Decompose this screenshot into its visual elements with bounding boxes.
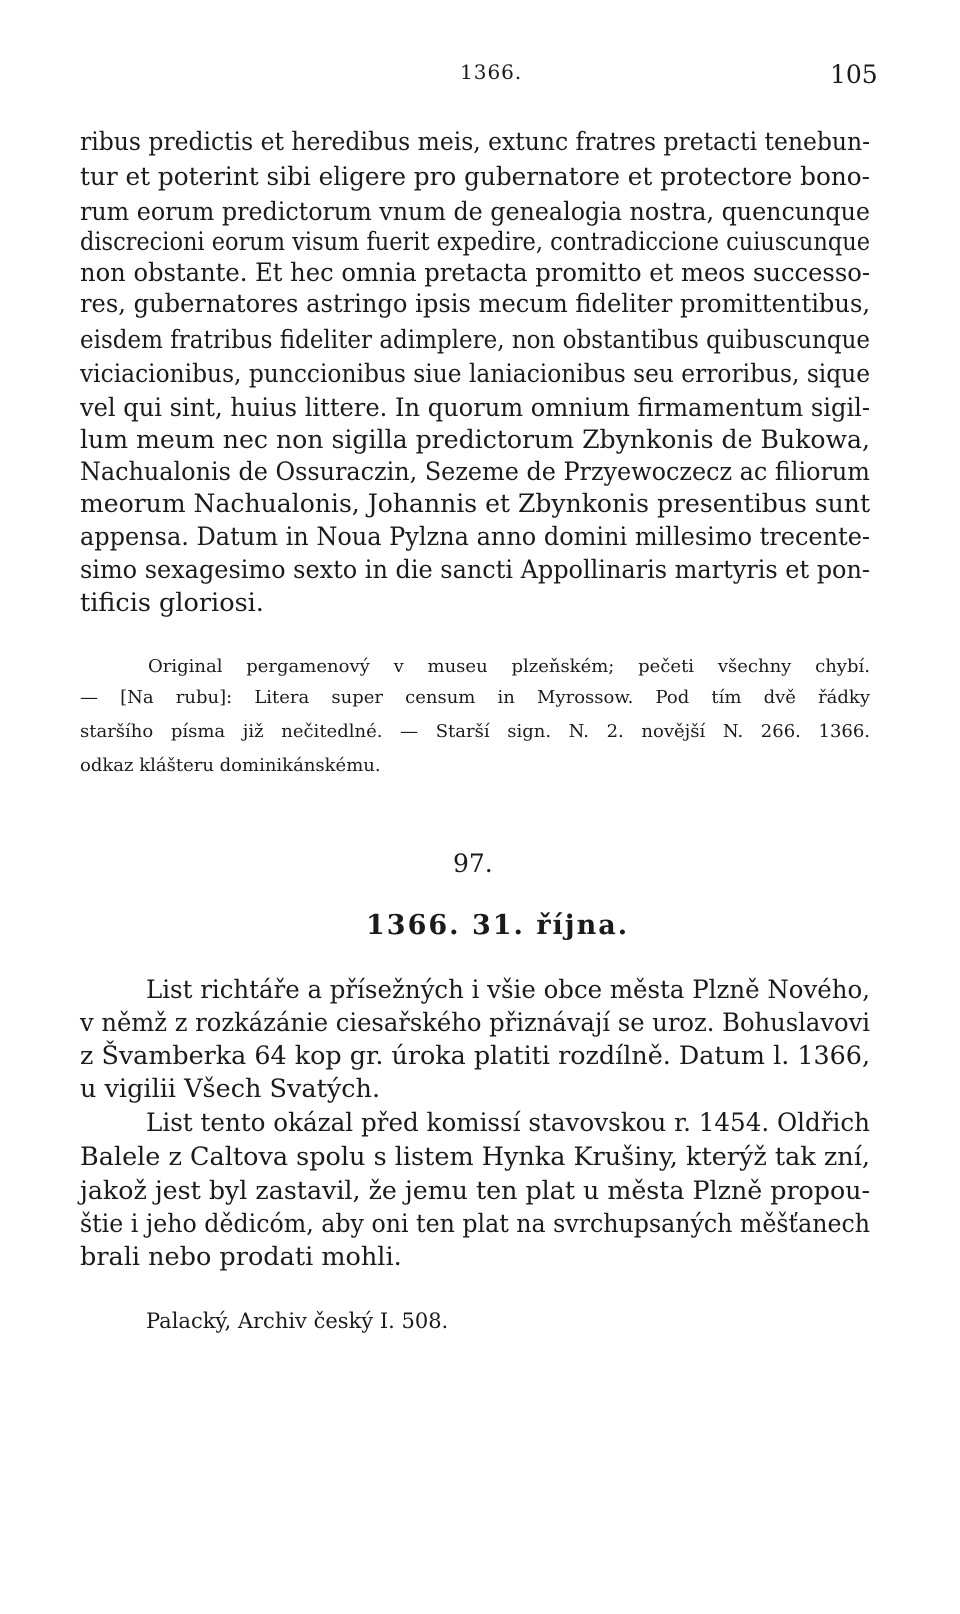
note-line: staršího písma již nečitedlné. — Starší sign. N. 2. novější N. 266. 1366.	[80, 721, 871, 742]
text-line: non obstante. Et hec omnia pretacta promitto et meos successo-	[80, 258, 871, 288]
text-line: brali nebo prodati mohli.	[80, 1242, 402, 1272]
text-line: Balele z Caltova spolu s listem Hynka Krušiny, kterýž tak zní,	[80, 1142, 870, 1172]
text-line: tificis gloriosi.	[80, 588, 264, 618]
source-citation: Palacký, Archiv český I. 508.	[146, 1309, 449, 1333]
text-line: rum eorum predictorum vnum de genealogia nostra, quencunque	[80, 197, 870, 227]
note-line: — [Na rubu]: Litera super censum in Myrossow. Pod tím dvě řádky	[80, 687, 871, 708]
text-line: lum meum nec non sigilla predictorum Zbynkonis de Bukowa,	[80, 425, 871, 455]
text-line: vel qui sint, huius littere. In quorum omnium firmamentum sigil-	[80, 393, 871, 423]
text-line: tur et poterint sibi eligere pro gubernatore et protectore bono-	[80, 162, 870, 192]
text-line: discrecioni eorum visum fuerit expedire, contradiccione cuiuscunque	[80, 227, 871, 257]
text-line: u vigilii Všech Svatých.	[80, 1074, 381, 1104]
text-line: v němž z rozkázánie ciesařského přiznávají se uroz. Bohuslavovi	[80, 1008, 871, 1038]
text-line: meorum Nachualonis, Johannis et Zbynkonis presentibus sunt	[80, 489, 871, 519]
text-line: Nachualonis de Ossuraczin, Sezeme de Przyewoczecz ac filiorum	[80, 457, 870, 487]
text-line: ribus predictis et heredibus meis, extunc fratres pretacti tenebun-	[80, 127, 871, 157]
document-number: 97.	[453, 849, 493, 878]
text-line: viciacionibus, punccionibus siue laniacionibus seu erroribus, sique	[80, 359, 871, 389]
running-head-year: 1366.	[460, 60, 523, 84]
text-line: List richtáře a přísežných i všie obce města Plzně Nového,	[146, 975, 870, 1005]
text-line: res, gubernatores astringo ipsis mecum fideliter promittentibus,	[80, 289, 871, 319]
text-line: jakož jest byl zastavil, že jemu ten plat u města Plzně propou-	[80, 1176, 871, 1206]
page-number: 105	[830, 60, 878, 89]
document-date: 1366. 31. října.	[366, 910, 630, 941]
text-line: simo sexagesimo sexto in die sancti Appollinaris martyris et pon-	[80, 555, 870, 585]
text-line: appensa. Datum in Noua Pylzna anno domini millesimo trecente-	[80, 522, 871, 552]
text-line: eisdem fratribus fideliter adimplere, non obstantibus quibuscunque	[80, 325, 871, 355]
text-line: z Švamberka 64 kop gr. úroka platiti rozdílně. Datum l. 1366,	[80, 1041, 871, 1071]
note-line: Original pergamenový v museu plzeňském; pečeti všechny chybí.	[148, 656, 870, 677]
text-line: štie i jeho dědicóm, aby oni ten plat na svrchupsaných měšťanech	[80, 1209, 870, 1239]
text-line: List tento okázal před komissí stavovskou r. 1454. Oldřich	[146, 1108, 870, 1138]
note-line: odkaz klášteru dominikánskému.	[80, 755, 381, 776]
